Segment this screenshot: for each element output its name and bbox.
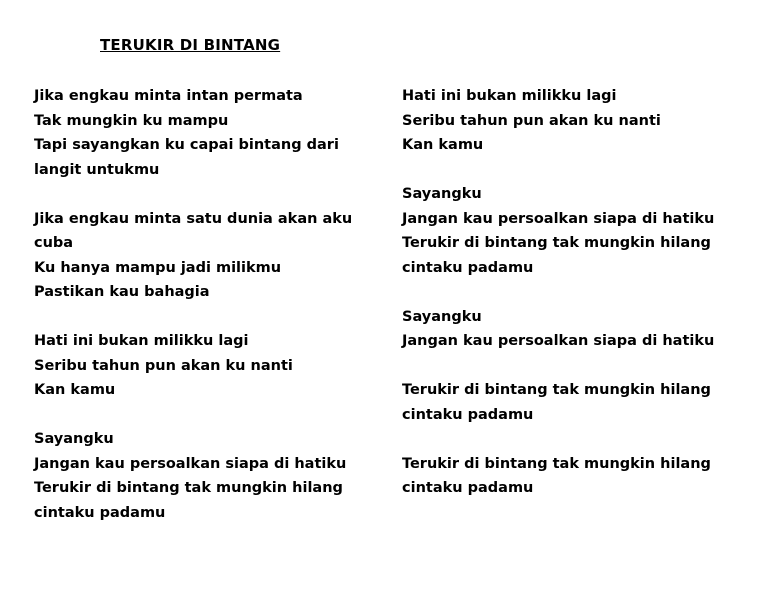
lyric-line: Hati ini bukan milikku lagi [402,88,617,104]
stanza-break [402,280,742,305]
song-title: TERUKIR DI BINTANG [100,36,281,54]
lyric-line: Terukir di bintang tak mungkin hilang [402,382,711,398]
lyric-line: Sayangku [34,431,114,447]
stanza-break [34,403,374,428]
lyric-line: Jangan kau persoalkan siapa di hatiku [402,210,715,227]
stanza-break [402,158,742,183]
lyric-line: cintaku padamu [402,406,534,423]
lyric-line: Terukir di bintang tak mungkin hilang [402,455,711,472]
lyric-line: Terukir di bintang tak mungkin hilang [34,480,343,496]
lyric-line: Jangan kau persoalkan siapa di hatiku [402,333,715,349]
lyric-line: Jangan kau persoalkan siapa di hatiku [34,455,347,472]
lyric-line: Jika engkau minta intan permata [34,88,303,104]
lyric-line: Tapi sayangkan ku capai bintang dari [34,137,339,153]
stanza-break [34,182,374,207]
lyrics-left-column [34,84,374,525]
lyric-line: Pastikan kau bahagia [34,284,210,300]
lyric-line: Terukir di bintang tak mungkin hilang [402,235,711,251]
lyric-line: cintaku padamu [402,480,534,496]
lyric-line: Ku hanya mampu jadi milikmu [34,259,282,276]
lyric-line: Hati ini bukan milikku lagi [34,333,249,349]
stanza-break [402,427,742,452]
lyric-line: Sayangku [402,308,482,325]
lyrics-right-column [402,84,742,501]
lyric-line: Kan kamu [34,382,116,398]
lyric-line: Jika engkau minta satu dunia akan aku [34,210,353,227]
lyric-line: Kan kamu [402,137,484,153]
lyric-line: cintaku padamu [34,504,166,521]
lyric-line: langit untukmu [34,161,160,178]
lyric-line: Tak mungkin ku mampu [34,112,229,129]
stanza-break [402,354,742,379]
lyric-line: Sayangku [402,186,482,202]
stanza-break [34,305,374,330]
lyric-line: cuba [34,235,74,251]
lyric-line: Seribu tahun pun akan ku nanti [402,112,661,129]
lyric-line: Seribu tahun pun akan ku nanti [34,357,293,374]
lyric-line: cintaku padamu [402,259,534,276]
